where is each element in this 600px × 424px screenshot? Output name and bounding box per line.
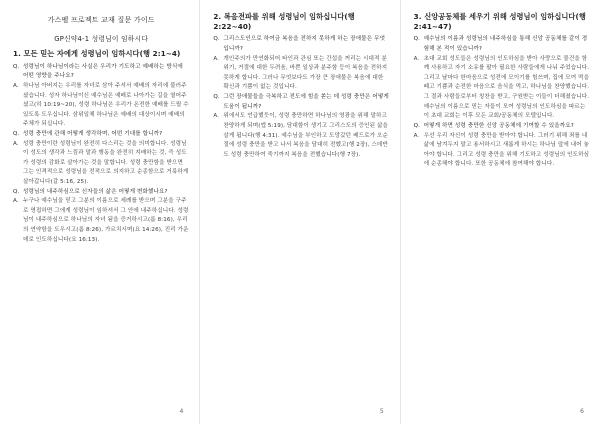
question-row [13,188,189,198]
question-text: 성령님이 하나님이라는 사실은 우리가 기도하고 예배하는 방식에 어떤 영향을 주나요? [23,63,183,80]
answer-mark: A. [413,132,420,139]
question-text: 예수님의 이름과 성령님의 내주하심을 통해 신앙 공동체를 같이 경험해 본 적이 있습니까? [423,36,588,53]
question-mark: Q. [13,188,20,195]
question-mark: Q. [413,122,421,129]
answer-mark: A. [13,198,19,205]
answer-mark: A. [213,55,220,62]
answer-row [213,112,389,160]
qa-block [213,35,389,160]
question-row [414,35,590,54]
answer-text: 우선 우리 자신이 성령 충만을 받아야 합니다. 그러기 위해 죄를 내 삶에 남겨두지 말고 용서하시고 새롭게 하시는 하나님 앞에 내어 놓아야 합니다. 그리고 성령 충만을 위해 기도하고 성령님의 인도하심에 순종해야 합니다. 또한 공동체에 참여해야 합니다. [423,132,590,168]
question-row [13,63,189,82]
lesson-subtitle: GP신약4-1 성령님이 임하시다 [54,35,149,43]
question-text: 성령님의 내주하심으로 신자들의 삶은 어떻게 변화했나요? [23,188,168,195]
question-row [13,130,189,140]
page-number: 5 [379,408,384,415]
question-row [213,93,389,112]
section-title: 1. 모든 믿는 자에게 성령님이 임하시다(행 2:1~4) [13,49,181,58]
answer-text: 초대 교회 성도들은 성령님의 인도하심을 받아 사랑으로 물건을 함께 사용하고 자기 소유를 팔아 필요한 사람들에게 나눠 주었습니다. 그리고 날마다 한마음으로 성전에 모이기를 힘쓰며, 집에 모여 떡을 떼고 기쁨과 순전한 마음으로 음식을 먹고, 하나님을 찬양했습니다. 그 결과 사람들로부터 칭찬을 받고, 구원받는 이들이 더해졌습니다. 예수님의 이름으로 믿는 자들이 모여 성령님의 인도하심을 따르는 이 초대 교회는 이후 모든 교회/공동체의 모델입니다. [423,55,590,120]
question-text: 그리스도인으로 하여금 복음을 전하지 못하게 하는 장애물은 무엇입니까? [223,36,386,53]
answer-mark: A. [13,82,19,89]
question-mark: Q. [13,130,20,137]
question-mark: Q. [213,36,220,43]
answer-row [414,55,590,122]
guide-title: 가스펠 프로젝트 교재 질문 가이드 [47,16,155,24]
answer-row [213,55,389,93]
section-title: 3. 신앙공동체를 세우기 위해 성령님이 임하십니다(행 2:41~47) [413,12,586,31]
page-number: 6 [580,408,584,415]
answer-text: 성령 충만이란 성령님이 완전히 다스리는 것을 의미합니다. 성령님이 성도의 생각과 느낌과 말과 행동을 완전히 지배하는 것, 즉 성도가 성령의 감화로 살아가는 것을 말합니다. 성령 충만함을 받으면 그는 인격적으로 성령님을 전적으로 의지하고 순종함으로 거룩하게 살아갑니다(갈 5:16, 25). [23,140,189,186]
section-title: 2. 복음전파를 위해 성령님이 임하십니다(행 2:22~40) [213,12,355,31]
question-mark: Q. [213,94,220,101]
page-number: 4 [179,408,184,415]
answer-text: 하나님 아버지는 우리를 자녀로 삼아 주셔서 예배의 자리에 불러주셨습니다. 성자 하나님이신 예수님은 예배로 나아가는 길을 열어주셨고(히 10:19~20), 성령 하나님은 우리가 온전한 예배를 드릴 수 있도록 도우십니다. 삼위일체 하나님은 예배의 대상이시며 예배의 주체가 되십니다. [23,82,189,128]
question-mark: Q. [413,36,421,43]
question-text: 성령 충만에 관해 어떻게 생각하며, 어떤 기대를 합니까? [23,130,163,137]
page-6 [400,0,600,424]
answer-row [414,132,590,170]
qa-block [414,35,590,170]
answer-text: 누구나 예수님을 믿고 그분의 이름으로 세례를 받으며 그분을 구주로 영접하면 그에게 성령님이 임하셔서 그 안에 내주하십니다. 성령님이 내주하심으로 하나님의 자녀 됨을 증거하시고(롬 8:16), 우리의 연약함을 도우시고(롬 8:26), 가르치시며(요 14:26), 진리 가운데로 인도하십니다(요 16:13). [23,198,189,243]
question-text: 그런 장애물들을 극복하고 전도에 힘을 쏟는 데 성령 충만은 어떻게 도움이 됩니까? [223,94,389,110]
qa-block [13,63,189,246]
answer-row [13,82,189,130]
answer-mark: A. [213,113,220,120]
page-5 [199,0,399,424]
question-row [414,122,590,132]
answer-mark: A. [13,140,19,147]
question-row [213,35,389,54]
question-mark: Q. [13,63,20,70]
answer-row [13,197,189,245]
question-text: 어떻게 하면 성령 충만한 신앙 공동체에 기여할 수 있을까요? [423,122,574,129]
page-4 [0,0,199,424]
answer-text: 위에서도 언급했듯이, 성령 충만하면 하나님의 영광을 위해 말하고 찬양하게 되며(엡 5:19), 담대함이 생기고 그리스도의 증인된 삶을 살게 됩니다(행 4:31). 예수님을 부인하고 도망갔던 베드로가 오순절에 성령 충만을 받고 나서 복음을 담대히 전했고(행 2장), 스데반도 성령 충만하여 죽기까지 복음을 전했습니다(행 7장). [223,113,388,158]
answer-mark: A. [413,55,420,62]
answer-text: 개인주의가 만연화되어 타인과 관심 또는 간섭을 꺼리는 시대적 분위기, 거절에 대한 두려움, 바쁜 일상과 분주함 등이 복음을 전하지 못하게 합니다. 그러나 무엇보다도 가장 큰 장애물은 복음에 대한 확신과 기쁨이 없는 것입니다. [223,55,388,91]
answer-row [13,140,189,188]
